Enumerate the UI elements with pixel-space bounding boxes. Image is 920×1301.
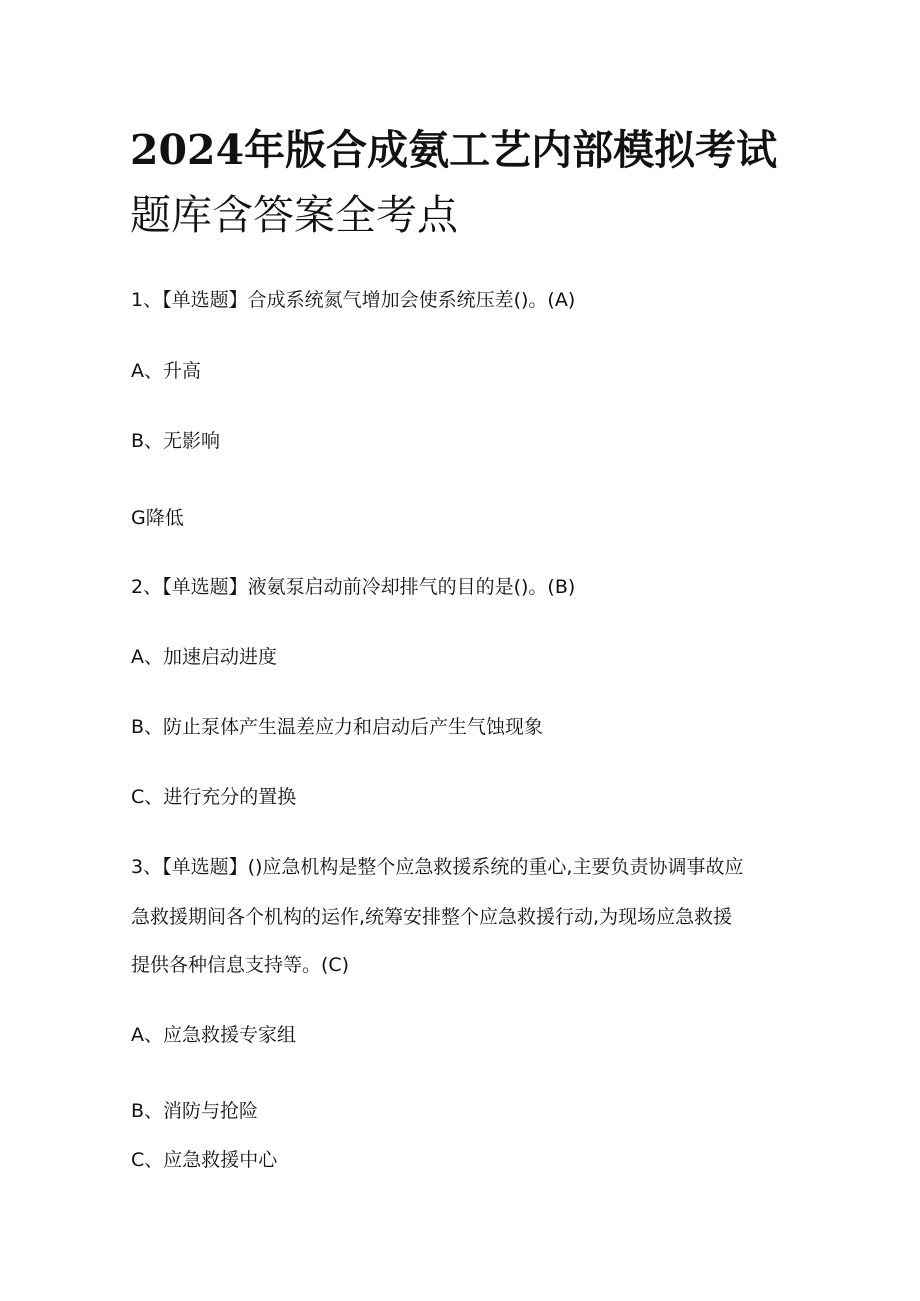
question-3-stem-line-3: 提供各种信息支持等。(C)	[131, 954, 350, 976]
question-2-option-b: B、防止泵体产生温差应力和启动后产生气蚀现象	[131, 716, 544, 738]
question-3-stem-line-2: 急救援期间各个机构的运作,统筹安排整个应急救援行动,为现场应急救援	[131, 906, 733, 928]
question-1-option-c: G降低	[131, 507, 184, 529]
question-2-option-a: A、加速启动进度	[131, 646, 277, 668]
question-3-option-b: B、消防与抢险	[131, 1100, 259, 1122]
question-2-stem: 2、【单选题】液氨泵启动前冷却排气的目的是()。(B)	[131, 576, 576, 598]
question-1-stem: 1、【单选题】合成系统氮气增加会使系统压差()。(A)	[131, 289, 576, 311]
question-1-option-a: A、升高	[131, 360, 201, 382]
question-3-option-c: C、应急救援中心	[131, 1149, 278, 1171]
document-title-line-2: 题库含答案全考点	[130, 191, 458, 239]
question-3-option-a: A、应急救援专家组	[131, 1024, 296, 1046]
question-1-option-b: B、无影响	[131, 430, 221, 452]
question-2-option-c: C、进行充分的置换	[131, 786, 297, 808]
document-title-line-1: 2024年版合成氨工艺内部模拟考试	[130, 126, 778, 174]
question-3-stem-line-1: 3、【单选题】()应急机构是整个应急救援系统的重心,主要负责协调事故应	[131, 856, 744, 878]
